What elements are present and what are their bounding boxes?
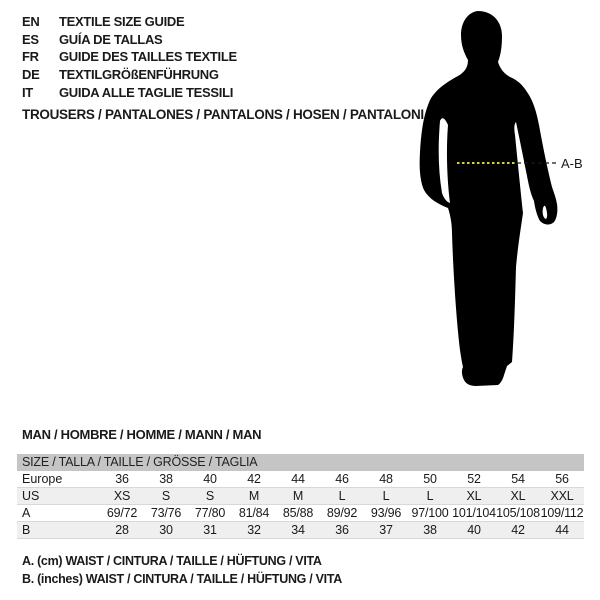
size-cell: 40 (203, 472, 217, 486)
size-cell: 42 (511, 523, 525, 537)
row-label: Europe (22, 472, 63, 486)
size-cell: 73/76 (150, 506, 182, 520)
size-cell: 36 (115, 472, 129, 486)
measurement-notes (22, 553, 342, 588)
size-cell: 101/104 (452, 506, 496, 520)
row-label: US (22, 489, 40, 503)
size-cell: 93/96 (370, 506, 402, 520)
size-cell: M (248, 489, 260, 503)
size-cell: 109/112 (540, 506, 584, 520)
language-title: TEXTILE SIZE GUIDE (59, 14, 185, 30)
size-cell: 38 (423, 523, 437, 537)
language-list (22, 13, 237, 101)
size-cell: XL (510, 489, 526, 503)
size-cell: 50 (423, 472, 437, 486)
size-cell: 44 (555, 523, 569, 537)
size-cell: XS (113, 489, 131, 503)
table-row-us (17, 488, 584, 505)
size-cell: S (161, 489, 171, 503)
category-heading: TROUSERS / PANTALONES / PANTALONS / HOSEN / PANTALONI (22, 107, 424, 122)
size-table (17, 454, 584, 539)
language-title: GUIDE DES TAILLES TEXTILE (59, 49, 237, 65)
note-b-inches: B. (inches) WAIST / CINTURA / TAILLE / HÜFTUNG / VITA (22, 571, 342, 586)
size-cell: 34 (291, 523, 305, 537)
size-cell: 77/80 (194, 506, 226, 520)
language-title: GUÍA DE TALLAS (59, 31, 163, 47)
size-cell: 56 (555, 472, 569, 486)
language-row (22, 83, 237, 101)
size-cell: 44 (291, 472, 305, 486)
size-cell: 37 (379, 523, 393, 537)
size-cell: 31 (203, 523, 217, 537)
size-cell: M (292, 489, 304, 503)
language-title: TEXTILGRÖßENFÜHRUNG (59, 67, 219, 83)
size-cell: 105/108 (496, 506, 540, 520)
man-body-shape (420, 11, 558, 386)
row-label: B (22, 523, 31, 537)
size-cell: 52 (467, 472, 481, 486)
size-cell: 32 (247, 523, 261, 537)
table-row-a-cm (17, 505, 584, 522)
language-code: FR (22, 49, 39, 65)
language-row (22, 13, 237, 31)
size-cell: S (205, 489, 215, 503)
size-cell: 28 (115, 523, 129, 537)
size-cell: L (382, 489, 390, 503)
language-code: EN (22, 14, 40, 30)
table-row-b-inches (17, 522, 584, 539)
size-cell: L (338, 489, 346, 503)
size-cell: 46 (335, 472, 349, 486)
size-cell: 89/92 (326, 506, 358, 520)
size-cell: 40 (467, 523, 481, 537)
size-cell: 36 (335, 523, 349, 537)
size-cell: 38 (159, 472, 173, 486)
language-title: GUIDA ALLE TAGLIE TESSILI (59, 84, 234, 100)
size-cell: XL (466, 489, 482, 503)
size-cell: 54 (511, 472, 525, 486)
waist-measure-label: A-B (561, 156, 583, 171)
size-cell: 48 (379, 472, 393, 486)
note-a-cm: A. (cm) WAIST / CINTURA / TAILLE / HÜFTUNG / VITA (22, 554, 322, 568)
size-cell: 42 (247, 472, 261, 486)
row-label: A (22, 506, 31, 520)
size-cell: 30 (159, 523, 173, 537)
man-silhouette (410, 5, 600, 395)
size-cell: 81/84 (238, 506, 270, 520)
language-row (22, 31, 237, 49)
size-cell: 97/100 (411, 506, 449, 520)
language-code: DE (22, 67, 40, 83)
size-cell: 69/72 (106, 506, 138, 520)
gender-heading: MAN / HOMBRE / HOMME / MANN / MAN (22, 427, 262, 442)
language-row (22, 66, 237, 84)
language-code: IT (22, 84, 33, 100)
language-row (22, 48, 237, 66)
table-row-europe (17, 471, 584, 488)
size-cell: XXL (550, 489, 574, 503)
size-cell: L (426, 489, 434, 503)
language-code: ES (22, 31, 39, 47)
size-cell: 85/88 (282, 506, 314, 520)
size-table-header: SIZE / TALLA / TAILLE / GRÖSSE / TAGLIA (17, 454, 584, 471)
